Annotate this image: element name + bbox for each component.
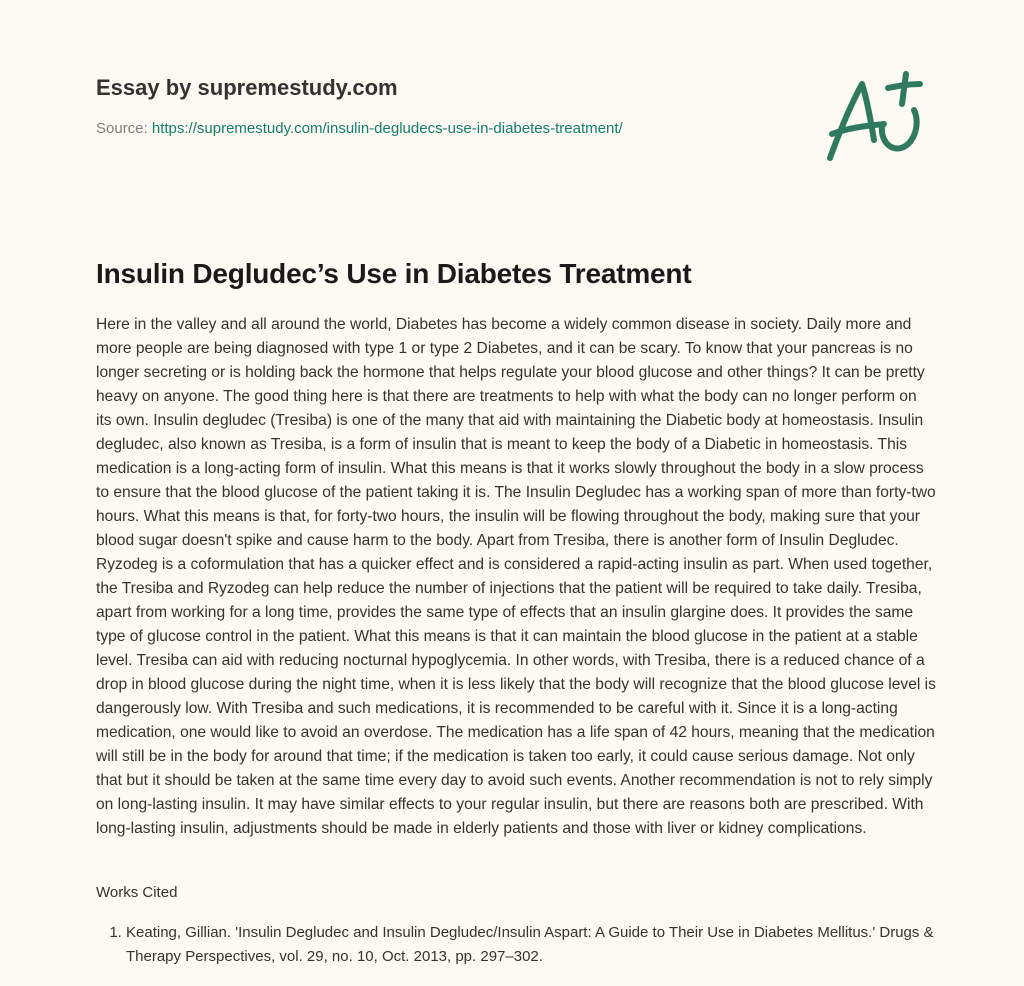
- works-cited-label: Works Cited: [96, 884, 178, 901]
- essay-title: Insulin Degludec’s Use in Diabetes Treatment: [96, 258, 692, 289]
- a-plus-grade-icon: [820, 66, 930, 166]
- site-title: Essay by supremestudy.com: [96, 75, 398, 100]
- source-link[interactable]: https://supremestudy.com/insulin-degludecs-use-in-diabetes-treatment/: [151, 120, 623, 137]
- source-line: [96, 118, 796, 140]
- essay-body: Here in the valley and all around the world, Diabetes has become a widely common disease in society. Daily more and more people are being diagnosed with type 1 or type 2 Diabetes, and it can be scary. To know that your pancreas is no longer secreting or is holding back the hormone that helps regulate your blood glucose and other things? It can be pretty heavy on anyone. The good thing here is that there are treatments to help with what the body can no longer perform on its own. Insulin degludec (Tresiba) is one of the many that aid with maintaining the Diabetic body at homeostasis. Insulin degludec, also known as Tresiba, is a form of insulin that is meant to keep the body of a Diabetic in homeostasis. This medication is a long-acting form of insulin. What this means is that it works slowly throughout the body in a slow process to ensure that the blood glucose of the patient taking it is. The Insulin Degludec has a working span of more than forty-two hours. What this means is that, for forty-two hours, the insulin will be flowing throughout the body, making sure that your blood sugar doesn't spike and cause harm to the body. Apart from Tresiba, there is another form of Insulin Degludec. Ryzodeg is a coformulation that has a quicker effect and is considered a rapid-acting insulin as part. When used together, the Tresiba and Ryzodeg can help reduce the number of injections that the patient will be required to take daily. Tresiba, apart from working for a long time, provides the same type of effects that an insulin glargine does. It provides the same type of glucose control in the patient. What this means is that it can maintain the blood glucose in the patient at a stable level. Tresiba can aid with reducing nocturnal hypoglycemia. In other words, with Tresiba, there is a reduced chance of a drop in blood glucose during the night time, when it is less likely that the body will recognize that the blood glucose level is dangerously low. With Tresiba and such medications, it is recommended to be careful with it. Since it is a long-acting medication, one would like to avoid an overdose. The medication has a life span of 42 hours, meaning that the medication will still be in the body for around that time; if the medication is taken too early, it could cause serious damage. Not only that but it should be taken at the same time every day to avoid such events. Another recommendation is not to rely simply on long-lasting insulin. It may have similar effects to your regular insulin, but there are reasons both are prescribed. With long-lasting insulin, adjustments should be made in elderly patients and those with liver or kidney complications.: [96, 316, 936, 837]
- source-label: Source:: [96, 120, 148, 137]
- citation-list: [96, 921, 946, 969]
- citation-item: 1. Keating, Gillian. 'Insulin Degludec and Insulin Degludec/Insulin Aspart: A Guide to Their Use in Diabetes Mellitus.' Drugs & Therapy Perspectives, vol. 29, no. 10, Oct. 2013, pp. 297–302.: [126, 921, 946, 969]
- essay-header: [96, 72, 796, 140]
